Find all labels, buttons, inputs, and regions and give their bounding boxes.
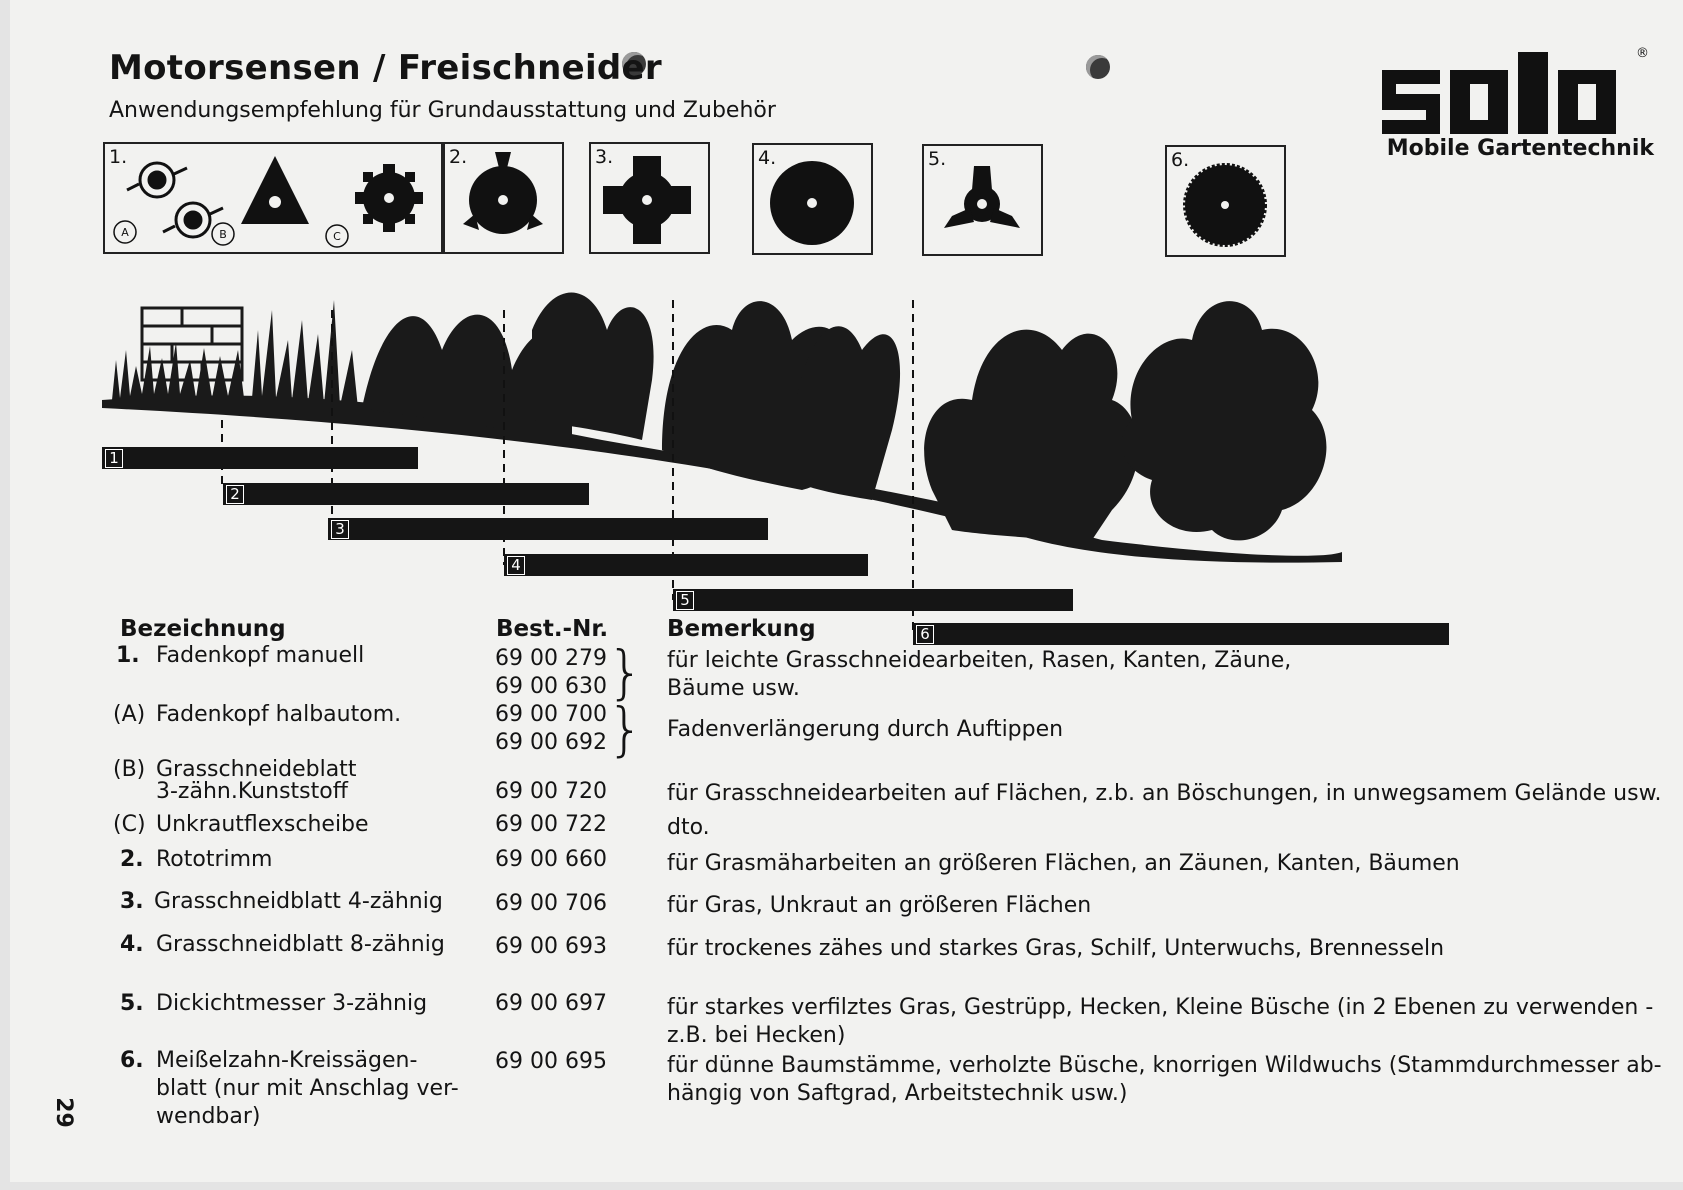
row-name: Fadenkopf halbautom. [156,702,402,727]
brace: } [607,695,644,763]
row-name: Meißelzahn-Kreissägen- [156,1048,418,1073]
row-order-no: 69 00 697 [495,991,607,1016]
box-number: 4. [758,147,777,169]
row-remark: für Gras, Unkraut an größeren Flächen [667,893,1092,918]
sub-label-b: B [219,228,227,241]
box-number: 5. [928,148,947,170]
row-remark: dto. [667,815,710,840]
page-number: 29 [50,1097,76,1128]
row-name: Unkrautflexscheibe [156,812,369,837]
header-bemerkung: Bemerkung [667,616,816,642]
row-name: Dickichtmesser 3-zähnig [156,991,428,1016]
row-remark: für dünne Baumstämme, verholzte Büsche, knorrigen Wildwuchs (Stammdurchmesser ab- [667,1053,1662,1078]
page-subtitle: Anwendungsempfehlung für Grundausstattung und Zubehör [109,98,776,123]
row-remark: für Grasmäharbeiten an größeren Flächen, an Zäunen, Kanten, Bäumen [667,851,1460,876]
row-name: Rototrimm [156,847,273,872]
row-name: Grasschneidblatt 8-zähnig [156,932,445,957]
range-bar-label: 2 [226,485,244,504]
four-tooth-blade-icon [591,144,708,252]
icon-box-1 [103,142,443,254]
registered-mark: ® [1636,46,1649,61]
range-bar-2 [223,483,589,505]
range-bar-1 [102,447,418,469]
row-remark: für starkes verfilztes Gras, Gestrüpp, Hecken, Kleine Büsche (in 2 Ebenen zu verwenden - [667,995,1654,1020]
row-order-no: 69 00 722 [495,812,607,837]
icon-box-4 [752,143,873,255]
range-bar-label: 5 [676,591,694,610]
row-order-no: 69 00 693 [495,934,607,959]
box-number: 3. [595,146,614,168]
logo-tagline: Mobile Gartentechnik [1386,136,1654,161]
row-order-no: 69 00 700 [495,702,607,727]
row-name: Fadenkopf manuell [156,643,365,668]
row-order-no: 69 00 279 [495,646,607,671]
page-title: Motorsensen / Freischneider [109,48,662,88]
range-bar-label: 6 [916,625,934,644]
brace: } [607,638,644,706]
row-number: 2. [120,847,144,872]
row-number: 1. [116,643,140,668]
row-remark: für Grasschneidearbeiten auf Flächen, z.b. an Böschungen, in unwegsamem Gelände usw. [667,781,1662,806]
row-name: 3-zähn.Kunststoff [156,779,348,804]
row-order-no: 69 00 720 [495,779,607,804]
row-number: 6. [120,1048,144,1073]
row-order-no: 69 00 692 [495,730,607,755]
row-remark: Bäume usw. [667,676,800,701]
sub-label-c: C [333,230,341,243]
row-number: 4. [120,932,144,957]
row-order-no: 69 00 660 [495,847,607,872]
range-bar-4 [504,554,868,576]
range-bar-label: 4 [507,556,525,575]
row-order-no: 69 00 630 [495,674,607,699]
icon-box-3 [589,142,710,254]
row-number: 5. [120,991,144,1016]
icon-box-6 [1165,145,1286,257]
string-trimmer-heads-icon [105,144,441,252]
row-order-no: 69 00 695 [495,1049,607,1074]
row-order-no: 69 00 706 [495,891,607,916]
document-page [10,0,1683,1182]
header-best-nr: Best.-Nr. [496,616,609,642]
circular-saw-blade-icon [1167,147,1284,255]
box-number: 6. [1171,149,1190,171]
row-name: wendbar) [156,1104,261,1129]
row-name: Grasschneidblatt 4-zähnig [154,889,443,914]
row-name: blatt (nur mit Anschlag ver- [156,1076,459,1101]
row-remark: z.B. bei Hecken) [667,1023,846,1048]
range-bar-3 [328,518,768,540]
range-bar-5 [673,589,1073,611]
three-tooth-brush-knife-icon [924,146,1041,254]
row-remark: Fadenverlängerung durch Auftippen [667,717,1064,742]
range-bar-6 [913,623,1449,645]
header-bezeichnung: Bezeichnung [120,616,286,642]
row-remark: für leichte Grasschneidearbeiten, Rasen, Kanten, Zäune, [667,648,1292,673]
range-bar-label: 3 [331,520,349,539]
box-number: 2. [449,146,468,168]
icon-box-5 [922,144,1043,256]
eight-tooth-blade-icon [754,145,871,253]
row-remark: für trockenes zähes und starkes Gras, Schilf, Unterwuchs, Brennesseln [667,936,1445,961]
range-bar-label: 1 [105,449,123,468]
row-number: (C) [113,812,146,837]
row-number: (A) [113,702,146,727]
row-name: Grasschneideblatt [156,757,357,782]
icon-box-2 [443,142,564,254]
rototrimm-icon [445,144,562,252]
sub-label-a: A [121,226,129,239]
row-number: (B) [113,757,146,782]
box-number: 1. [109,146,128,168]
row-remark: hängig von Saftgrad, Arbeitstechnik usw.) [667,1081,1128,1106]
punch-hole [1086,55,1110,79]
row-number: 3. [120,889,144,914]
